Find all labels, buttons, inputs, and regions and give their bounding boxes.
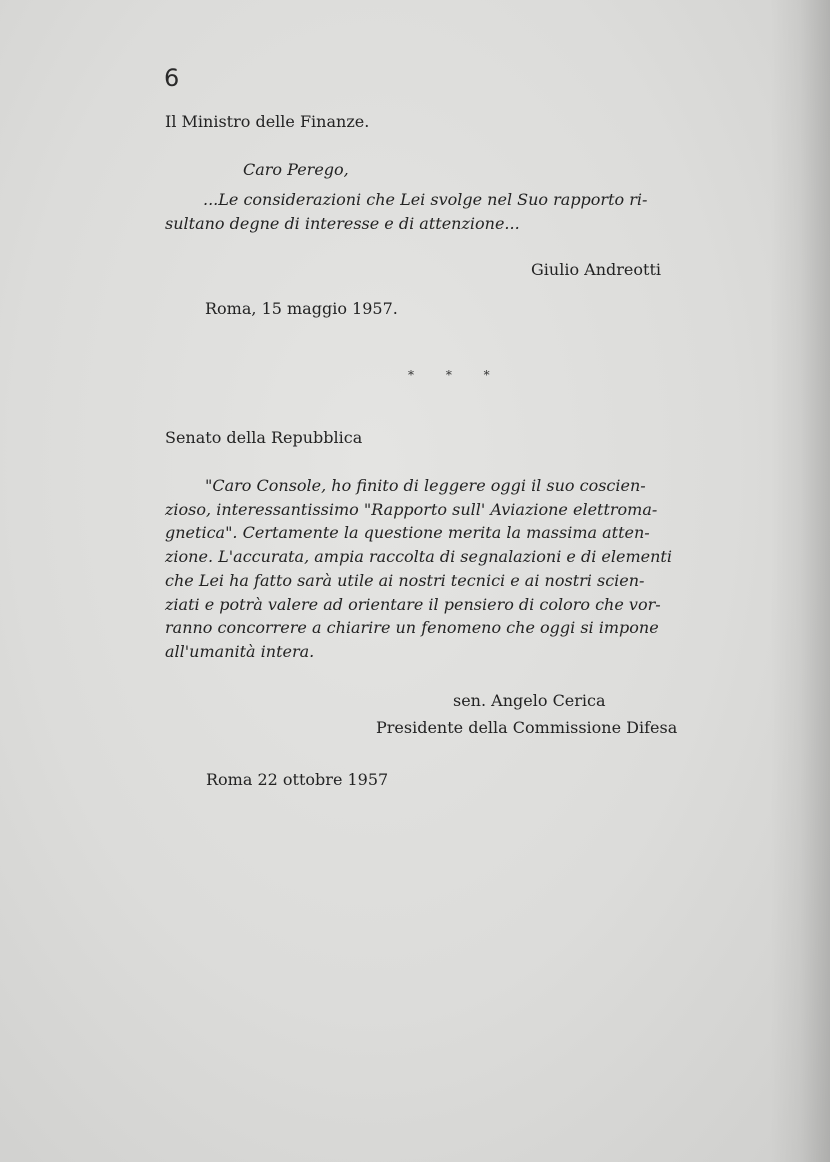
letter1-signature: Giulio Andreotti [531, 260, 661, 279]
section-separator: * * * [408, 368, 504, 382]
letter2-body-line-1: "Caro Console, ho finito di leggere oggi il suo coscien- [205, 476, 646, 495]
letter2-body-line-8: all'umanità intera. [165, 641, 315, 661]
letter2-place-date: Roma 22 ottobre 1957 [206, 770, 389, 789]
letter2-body-line-7: ranno concorrere a chiarire un fenomeno che oggi si impone [165, 618, 659, 638]
letter1-salutation: Caro Perego, [243, 160, 349, 179]
letter2-signature-title: Presidente della Commissione Difesa [376, 718, 678, 737]
letter2-body-line-4: zione. L'accurata, ampia raccolta di segnalazioni e di elementi [165, 547, 672, 567]
page-gutter-shadow [770, 0, 830, 1162]
letter1-place-date: Roma, 15 maggio 1957. [205, 299, 398, 318]
letter2-body [165, 474, 722, 664]
letter2-body-line-2: zioso, interessantissimo "Rapporto sull' Aviazione elettroma- [165, 499, 658, 519]
letter1-body-line-1: ...Le considerazioni che Lei svolge nel Suo rapporto ri- [203, 190, 648, 209]
letter2-body-line-3: gnetica". Certamente la questione merita la massima atten- [165, 523, 650, 543]
page-number: 6 [164, 64, 180, 92]
letter2-signature-name: sen. Angelo Cerica [453, 691, 606, 710]
letter1-body-line-2: sultano degne di interesse e di attenzione... [165, 214, 520, 233]
letter2-heading: Senato della Repubblica [165, 428, 363, 447]
letter1-heading: Il Ministro delle Finanze. [165, 112, 370, 131]
letter2-body-line-5: che Lei ha fatto sarà utile ai nostri tecnici e ai nostri scien- [165, 570, 645, 590]
letter2-body-line-6: ziati e potrà valere ad orientare il pensiero di coloro che vor- [165, 594, 661, 614]
